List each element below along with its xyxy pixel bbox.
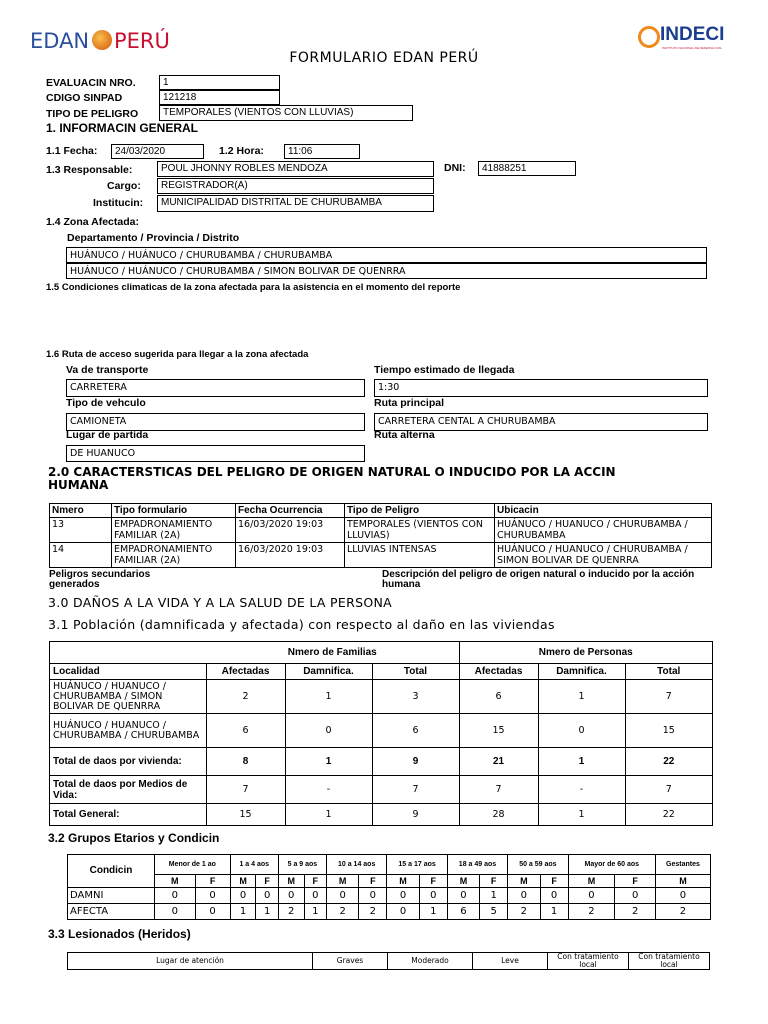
cell: 22 [625, 804, 713, 826]
dni-field[interactable]: 41888251 [478, 161, 576, 176]
cell: 15 [459, 714, 538, 748]
cell: 6 [372, 714, 459, 748]
hora-field[interactable]: 11:06 [284, 144, 360, 159]
col-leve: Leve [473, 953, 548, 970]
cell: EMPADRONAMIENTO FAMILIAR (2A) [112, 518, 236, 543]
count-cell: 0 [326, 888, 358, 904]
sec33-title: 3.3 Lesionados (Heridos) [48, 927, 191, 941]
logo-edan-text: EDAN [30, 29, 90, 53]
secundarios-label: Peligros secundarios generados [49, 569, 151, 590]
cell: EMPADRONAMIENTO FAMILIAR (2A) [112, 543, 236, 568]
evaluacion-label: EVALUACIN NRO. [46, 77, 136, 89]
col-lugar: Lugar de atención [68, 953, 313, 970]
responsable-field[interactable]: POUL JHONNY ROBLES MENDOZA [157, 161, 434, 177]
descripcion-label: Descripción del peligro de origen natural o inducido por la acción humana [382, 569, 695, 590]
col-ubicacion: Ubicacin [495, 504, 712, 518]
peligro-field[interactable]: TEMPORALES (VIENTOS CON LLUVIAS) [159, 105, 413, 121]
count-cell: 1 [256, 904, 278, 920]
count-cell: 1 [304, 904, 326, 920]
col-graves: Graves [313, 953, 388, 970]
age-group-5: 18 a 49 aos [447, 855, 507, 875]
page-title: FORMULARIO EDAN PERÚ [289, 50, 479, 66]
group-header-row [50, 642, 713, 664]
cell: 6 [206, 714, 285, 748]
count-cell: 0 [568, 888, 615, 904]
cell: 1 [285, 680, 372, 714]
via-label: Va de transporte [66, 364, 149, 376]
cell: 0 [538, 714, 625, 748]
cell: 14 [50, 543, 112, 568]
f-header: F [256, 875, 278, 888]
count-cell: 0 [419, 888, 447, 904]
cell: HUÁNUCO / HUANUCO / CHURUBAMBA / CHURUBAMBA [495, 518, 712, 543]
localidad-cell: HUÁNUCO / HUANUCO / CHURUBAMBA / SIMON BOLIVAR DE QUENRRA [50, 680, 207, 714]
cell: 15 [625, 714, 713, 748]
count-cell: 1 [419, 904, 447, 920]
zona-label: 1.4 Zona Afectada: [46, 216, 139, 228]
column-header-row [50, 664, 713, 680]
ruta-principal-label: Ruta principal [374, 397, 445, 409]
fecha-label: 1.1 Fecha: [46, 145, 98, 157]
col-tratamiento-1: Con tratamiento local [548, 953, 629, 970]
col-per-afectadas: Afectadas [459, 664, 538, 680]
cell: 16/03/2020 19:03 [236, 518, 345, 543]
col-per-total: Total [625, 664, 713, 680]
count-cell: 0 [195, 904, 230, 920]
age-group-4: 15 a 17 aos [387, 855, 447, 875]
age-group-7: Mayor de 60 aos [568, 855, 655, 875]
col-tipo-peligro: Tipo de Peligro [345, 504, 495, 518]
col-per-damnificadas: Damnifica. [538, 664, 625, 680]
cell: 15 [206, 804, 285, 826]
cell: 9 [372, 804, 459, 826]
cargo-label: Cargo: [107, 180, 141, 192]
count-cell: 0 [359, 888, 387, 904]
sec31-title: 3.1 Población (damnificada y afectada) con respecto al daño en las viviendas [48, 617, 555, 632]
count-cell: 1 [540, 904, 568, 920]
total-row [50, 776, 713, 804]
total-label: Total de daos por vivienda: [50, 748, 207, 776]
cell: 1 [538, 680, 625, 714]
col-tratamiento-2: Con tratamiento local [629, 953, 710, 970]
cell: 9 [372, 748, 459, 776]
condicion-header: Condicin [68, 855, 155, 888]
cargo-field[interactable]: REGISTRADOR(A) [157, 178, 434, 194]
col-tipo-formulario: Tipo formulario [112, 504, 236, 518]
count-cell: 0 [655, 888, 710, 904]
count-cell: 0 [256, 888, 278, 904]
m-header: M [326, 875, 358, 888]
col-fecha: Fecha Ocurrencia [236, 504, 345, 518]
ruta-alterna-label: Ruta alterna [374, 429, 435, 441]
count-cell: 0 [540, 888, 568, 904]
count-cell: 2 [655, 904, 710, 920]
count-cell: 0 [508, 888, 540, 904]
count-cell: 2 [278, 904, 304, 920]
institucion-field[interactable]: MUNICIPALIDAD DISTRITAL DE CHURUBAMBA [157, 195, 434, 212]
dpd-label: Departamento / Provincia / Distrito [67, 232, 240, 244]
cell: TEMPORALES (VIENTOS CON LLUVIAS) [345, 518, 495, 543]
indeci-emblem-icon [638, 26, 660, 48]
count-cell: 0 [447, 888, 479, 904]
lesionados-table [67, 952, 710, 970]
cell: - [285, 776, 372, 804]
institucion-label: Institucin: [93, 197, 144, 209]
count-cell: 0 [387, 904, 419, 920]
table-header-row [50, 504, 712, 518]
cell: 3 [372, 680, 459, 714]
logo-peru-text: PERÚ [114, 29, 170, 53]
count-cell: 1 [480, 888, 508, 904]
f-header: F [359, 875, 387, 888]
tiempo-label: Tiempo estimado de llegada [374, 364, 515, 376]
zona-field-1[interactable]: HUÁNUCO / HUÁNUCO / CHURUBAMBA / CHURUBAMBA [66, 247, 707, 263]
age-group-6: 50 a 59 aos [508, 855, 568, 875]
age-group-3: 10 a 14 aos [326, 855, 386, 875]
cell: 16/03/2020 19:03 [236, 543, 345, 568]
count-cell: 6 [447, 904, 479, 920]
total-row [50, 748, 713, 776]
indeci-subtitle: INSTITUTO NACIONAL DE DEFENSA CIVIL [662, 46, 723, 50]
count-cell: 0 [304, 888, 326, 904]
count-cell: 0 [155, 888, 196, 904]
col-localidad: Localidad [50, 664, 207, 680]
sex-header-row [68, 875, 711, 888]
col-fam-damnificadas: Damnifica. [285, 664, 372, 680]
count-cell: 2 [359, 904, 387, 920]
total-label: Total General: [50, 804, 207, 826]
cell: 1 [285, 804, 372, 826]
personas-header: Nmero de Personas [459, 642, 713, 664]
peligro-label: TIPO DE PELIGRO [46, 108, 139, 120]
cell: 21 [459, 748, 538, 776]
f-header: F [304, 875, 326, 888]
f-header: F [195, 875, 230, 888]
count-cell: 2 [508, 904, 540, 920]
cell: 8 [206, 748, 285, 776]
vehiculo-field[interactable]: CAMIONETA [66, 413, 365, 431]
age-group-1: 1 a 4 aos [230, 855, 278, 875]
count-cell: 0 [155, 904, 196, 920]
f-header: F [540, 875, 568, 888]
vehiculo-label: Tipo de vehculo [66, 397, 146, 409]
count-cell: 0 [195, 888, 230, 904]
cell: 6 [459, 680, 538, 714]
count-cell: 1 [230, 904, 256, 920]
sinpad-field[interactable]: 121218 [159, 90, 280, 105]
gestantes-m-header: M [655, 875, 710, 888]
cell: 7 [625, 680, 713, 714]
sec1-title: 1. INFORMACIN GENERAL [46, 121, 199, 135]
m-header: M [447, 875, 479, 888]
cell: 7 [372, 776, 459, 804]
count-cell: 2 [615, 904, 656, 920]
cell: 1 [538, 804, 625, 826]
f-header: F [480, 875, 508, 888]
table-row [50, 714, 713, 748]
sec3-title: 3.0 DAÑOS A LA VIDA Y A LA SALUD DE LA PERSONA [48, 595, 392, 610]
dni-label: DNI: [444, 162, 466, 174]
count-cell: 5 [480, 904, 508, 920]
table-row [50, 518, 712, 543]
cell: 0 [285, 714, 372, 748]
m-header: M [508, 875, 540, 888]
f-header: F [419, 875, 447, 888]
col-fam-total: Total [372, 664, 459, 680]
cell: 22 [625, 748, 713, 776]
partida-label: Lugar de partida [66, 429, 149, 441]
localidad-cell: HUÁNUCO / HUANUCO / CHURUBAMBA / CHURUBAMBA [50, 714, 207, 748]
grupos-etarios-table [67, 854, 711, 920]
partida-field[interactable]: DE HUANUCO [66, 445, 365, 462]
count-cell: 2 [326, 904, 358, 920]
lesionados-header-row [68, 953, 710, 970]
table-row [50, 680, 713, 714]
table-row [68, 888, 711, 904]
total-label: Total de daos por Medios de Vida: [50, 776, 207, 804]
condicion-cell: DAMNI [68, 888, 155, 904]
indeci-text: INDECI [660, 24, 725, 45]
cell: 13 [50, 518, 112, 543]
m-header: M [387, 875, 419, 888]
count-cell: 0 [387, 888, 419, 904]
poblacion-table [49, 641, 713, 826]
via-field[interactable]: CARRETERA [66, 379, 365, 397]
table-row [50, 543, 712, 568]
cell: 7 [459, 776, 538, 804]
col-fam-afectadas: Afectadas [206, 664, 285, 680]
col-numero: Nmero [50, 504, 112, 518]
cell: 7 [625, 776, 713, 804]
m-header: M [278, 875, 304, 888]
cell: 1 [285, 748, 372, 776]
evaluacion-field[interactable]: 1 [159, 75, 280, 90]
count-cell: 0 [230, 888, 256, 904]
age-group-2: 5 a 9 aos [278, 855, 326, 875]
familias-header: Nmero de Familias [206, 642, 459, 664]
cell: HUÁNUCO / HUANUCO / CHURUBAMBA / SIMON BOLIVAR DE QUENRRA [495, 543, 712, 568]
cell: 7 [206, 776, 285, 804]
cell: 1 [538, 748, 625, 776]
count-cell: 0 [278, 888, 304, 904]
count-cell: 2 [568, 904, 615, 920]
sinpad-label: CDIGO SINPAD [46, 92, 123, 104]
count-cell: 0 [615, 888, 656, 904]
total-row [50, 804, 713, 826]
age-group-0: Menor de 1 ao [155, 855, 231, 875]
table-row [68, 904, 711, 920]
m-header: M [155, 875, 196, 888]
zona-field-2[interactable]: HUÁNUCO / HUÁNUCO / CHURUBAMBA / SIMON BOLIVAR DE QUENRRA [66, 263, 707, 279]
peligro-table [49, 503, 712, 568]
ruta-principal-field[interactable]: CARRETERA CENTAL A CHURUBAMBA [374, 413, 708, 431]
fecha-field[interactable]: 24/03/2020 [111, 144, 204, 159]
sun-icon [92, 30, 112, 50]
cell: - [538, 776, 625, 804]
empty-cell [50, 642, 207, 664]
responsable-label: 1.3 Responsable: [46, 164, 133, 176]
col-moderado: Moderado [388, 953, 473, 970]
cell: LLUVIAS INTENSAS [345, 543, 495, 568]
m-header: M [568, 875, 615, 888]
cell: 28 [459, 804, 538, 826]
hora-label: 1.2 Hora: [219, 145, 264, 157]
ruta-label: 1.6 Ruta de acceso sugerida para llegar a la zona afectada [46, 349, 309, 360]
age-group-8: Gestantes [655, 855, 710, 875]
condicion-cell: AFECTA [68, 904, 155, 920]
f-header: F [615, 875, 656, 888]
age-header-row [68, 855, 711, 875]
m-header: M [230, 875, 256, 888]
condiciones-label: 1.5 Condiciones climaticas de la zona afectada para la asistencia en el momento del reporte [46, 282, 461, 293]
tiempo-field[interactable]: 1:30 [374, 379, 708, 397]
cell: 2 [206, 680, 285, 714]
sec2-title: 2.0 CARACTERSTICAS DEL PELIGRO DE ORIGEN NATURAL O INDUCIDO POR LA ACCIN HUMANA [48, 465, 616, 492]
sec32-title: 3.2 Grupos Etarios y Condicin [48, 831, 220, 845]
